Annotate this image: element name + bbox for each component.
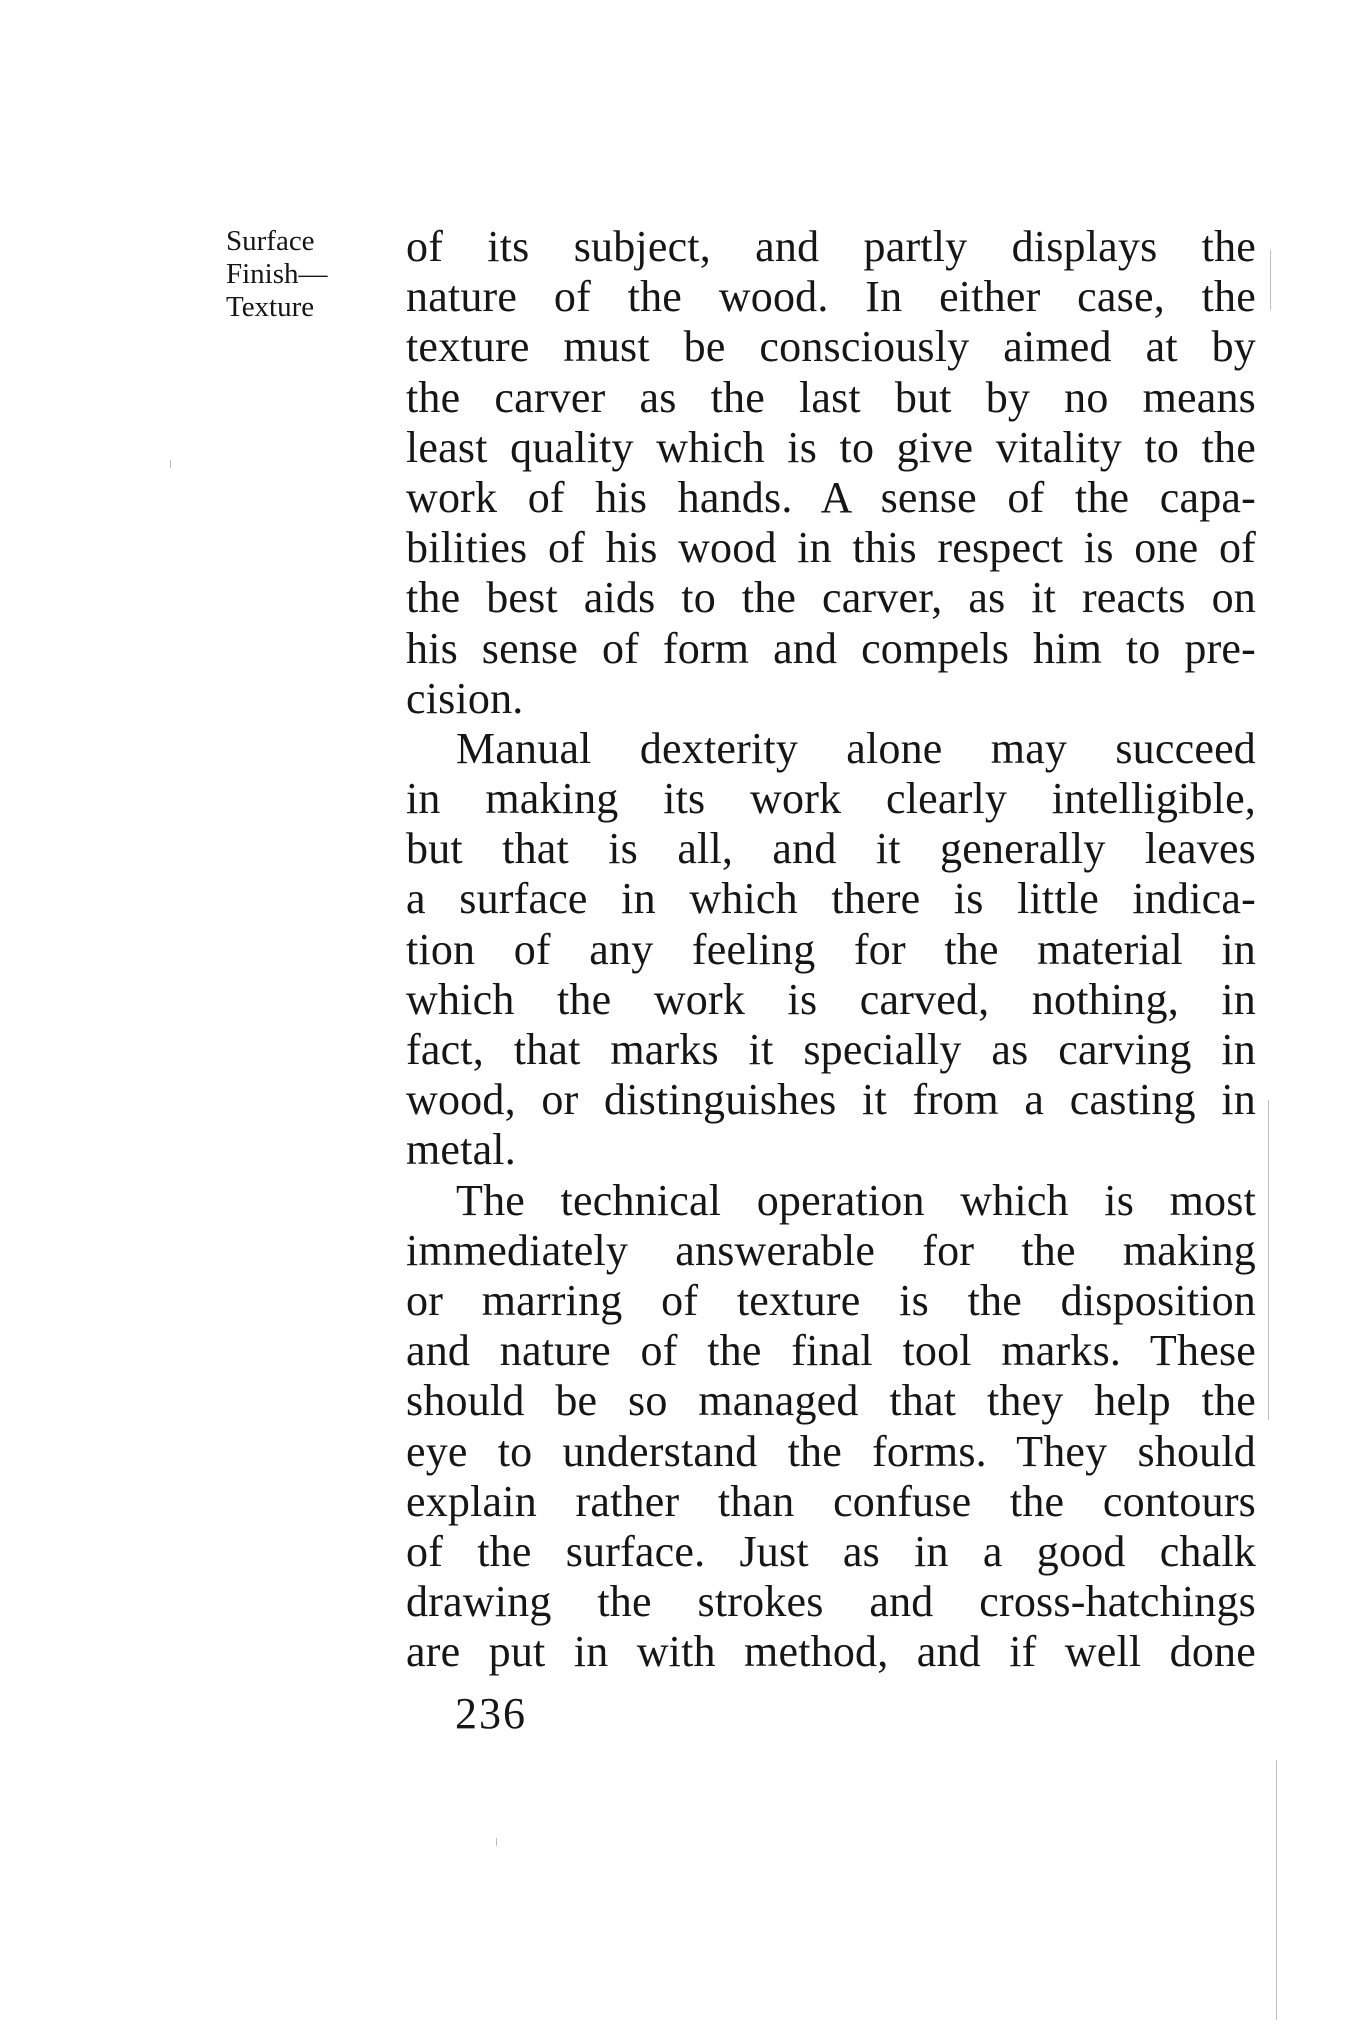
text-line: a surface in which there is little indica- xyxy=(406,874,1256,924)
text-line: which the work is carved, nothing, in xyxy=(406,974,1256,1024)
text-line: wood, or distinguishes it from a casting in xyxy=(406,1075,1256,1125)
text-line: the carver as the last but by no means xyxy=(406,372,1256,422)
scan-artifact xyxy=(1270,250,1271,310)
text-line: drawing the strokes and cross-hatchings xyxy=(406,1577,1256,1627)
text-line: The technical operation which is most xyxy=(456,1175,1256,1225)
text-line: or marring of texture is the disposition xyxy=(406,1275,1256,1325)
text-line: least quality which is to give vitality to the xyxy=(406,422,1256,472)
page-number: 236 xyxy=(455,1689,527,1738)
sidenote-line: Finish— xyxy=(226,258,328,290)
scan-artifact xyxy=(1268,1100,1269,1420)
text-line: his sense of form and compels him to pre- xyxy=(406,623,1256,673)
text-line: texture must be consciously aimed at by xyxy=(406,322,1256,372)
text-line: work of his hands. A sense of the capa- xyxy=(406,472,1256,522)
scan-artifact xyxy=(1276,1760,1277,2020)
text-line: cision. xyxy=(406,673,524,723)
text-line: tion of any feeling for the material in xyxy=(406,924,1256,974)
text-line: fact, that marks it specially as carving in xyxy=(406,1025,1256,1074)
text-line: should be so managed that they help the xyxy=(406,1376,1256,1426)
text-line: Manual dexterity alone may succeed xyxy=(456,723,1256,773)
text-line: metal. xyxy=(406,1125,516,1175)
text-line: and nature of the final tool marks. These xyxy=(406,1326,1256,1376)
text-line: the best aids to the carver, as it reacts on xyxy=(406,573,1256,623)
text-line: are put in with method, and if well done xyxy=(406,1627,1256,1677)
text-line: nature of the wood. In either case, the xyxy=(406,272,1256,322)
text-line: in making its work clearly intelligible, xyxy=(406,774,1256,824)
scan-artifact xyxy=(170,460,171,468)
text-line: bilities of his wood in this respect is one of xyxy=(406,523,1256,573)
body-text xyxy=(406,222,1256,1677)
scan-artifact xyxy=(496,1838,497,1846)
text-line: of its subject, and partly displays the xyxy=(406,222,1256,271)
text-line: eye to understand the forms. They should xyxy=(406,1426,1256,1476)
sidenote-line: Surface xyxy=(226,225,315,257)
text-line: explain rather than confuse the contours xyxy=(406,1476,1256,1526)
text-line: but that is all, and it generally leaves xyxy=(406,824,1256,874)
margin-sidenote xyxy=(226,225,366,324)
text-line: immediately answerable for the making xyxy=(406,1225,1256,1275)
text-line: of the surface. Just as in a good chalk xyxy=(406,1526,1256,1576)
sidenote-line: Texture xyxy=(226,291,315,323)
